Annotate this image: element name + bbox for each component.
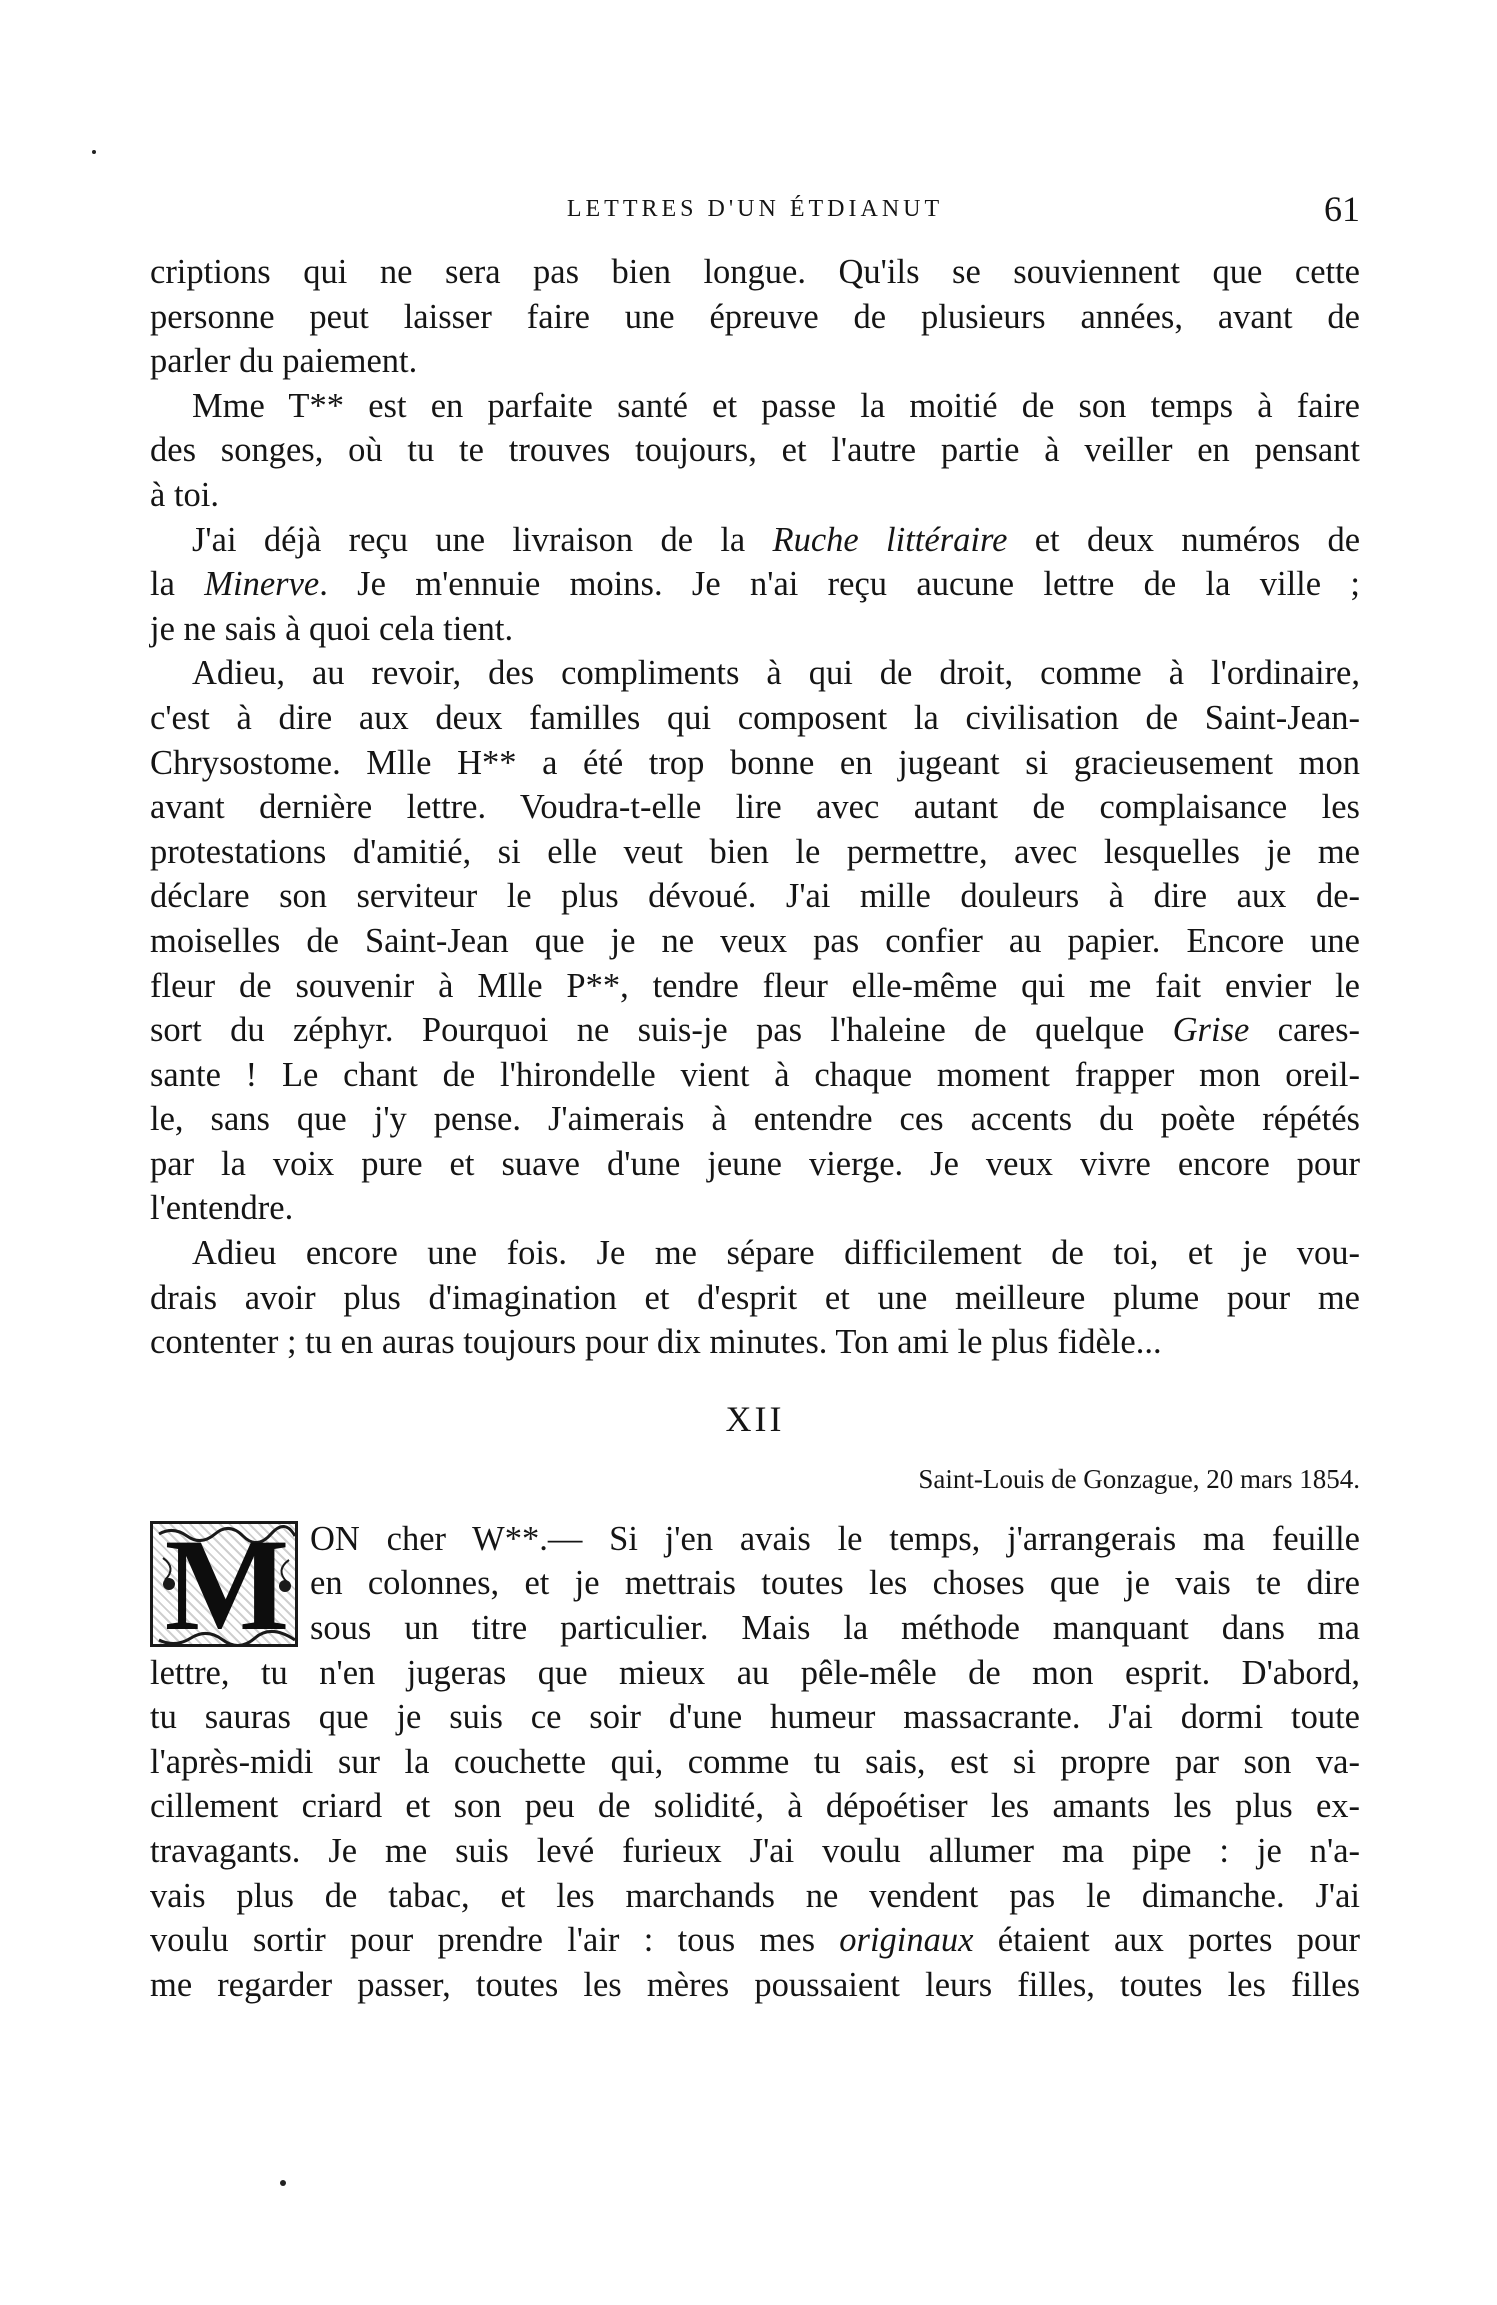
section-heading: XII — [725, 1398, 785, 1439]
italic-word: Grise — [1172, 1011, 1250, 1050]
running-head-title: LETTRES D'UN ÉTDIANUT — [566, 196, 944, 222]
body-text — [150, 250, 1360, 2007]
italic-title: Minerve — [204, 565, 320, 604]
text-line: sante ! Le chant de l'hirondelle vient à chaque moment frapper mon oreil- — [150, 1055, 1360, 1094]
text-line: lettre, tu n'en jugeras que mieux au pêle-mêle de mon esprit. D'abord, — [150, 1653, 1360, 1692]
text-line: sous un titre particulier. Mais la méthode manquant dans ma — [310, 1609, 1360, 1648]
text-line: moiselles de Saint-Jean que je ne veux pas confier au papier. Encore une — [150, 921, 1360, 960]
text-line: criptions qui ne sera pas bien longue. Qu'ils se souviennent que cette — [150, 253, 1360, 291]
italic-word: originaux — [839, 1921, 974, 1960]
text-run: étaient aux portes pour — [973, 1921, 1360, 1960]
text-run: voulu sortir pour prendre l'air : tous mes — [150, 1921, 840, 1960]
text-line: contenter ; tu en auras toujours pour dix minutes. Ton ami le plus fidèle... — [150, 1323, 1162, 1362]
text-line: avant dernière lettre. Voudra-t-elle lire avec autant de complaisance les — [150, 788, 1360, 827]
text-run: J'ai déjà reçu une livraison de la — [192, 520, 773, 559]
text-line: me regarder passer, toutes les mères poussaient leurs filles, toutes les filles — [150, 1965, 1360, 2004]
text-line — [150, 1008, 1360, 1053]
letter-dateline: Saint-Louis de Gonzague, 20 mars 1854. — [918, 1463, 1360, 1494]
text-line: c'est à dire aux deux familles qui composent la civilisation de Saint-Jean- — [150, 698, 1360, 737]
text-line: protestations d'amitié, si elle veut bien le permettre, avec lesquelles je me — [150, 832, 1360, 871]
text-line: par la voix pure et suave d'une jeune vierge. Je veux vivre encore pour — [150, 1144, 1360, 1183]
text-line: parler du paiement. — [150, 342, 418, 381]
text-line: ON cher W**.— Si j'en avais le temps, j'arrangerais ma feuille — [310, 1519, 1360, 1558]
ornamental-initial — [150, 1521, 298, 1647]
page-number: 61 — [1324, 189, 1360, 229]
page-speck — [280, 2180, 286, 2186]
text-line: cillement criard et son peu de solidité, à dépoétiser les amants les plus ex- — [150, 1787, 1360, 1826]
running-head — [150, 188, 1360, 232]
text-line: Chrysostome. Mlle H** a été trop bonne en jugeant si gracieusement mon — [150, 743, 1360, 782]
text-line: des songes, où tu te trouves toujours, et l'autre partie à veiller en pensant — [150, 431, 1360, 470]
text-line: déclare son serviteur le plus dévoué. J'ai mille douleurs à dire aux de- — [150, 877, 1360, 916]
text-line: Mme T** est en parfaite santé et passe la moitié de son temps à faire — [192, 386, 1360, 425]
text-line — [150, 1918, 1360, 1963]
text-run: cares- — [1249, 1011, 1361, 1050]
text-line: drais avoir plus d'imagination et d'esprit et une meilleure plume pour me — [150, 1278, 1360, 1317]
text-line: personne peut laisser faire une épreuve de plusieurs années, avant de — [150, 297, 1360, 336]
text-run: sort du zéphyr. Pourquoi ne suis-je pas l'haleine de quelque — [150, 1011, 1173, 1050]
paragraph — [150, 651, 1360, 1231]
paragraph — [150, 518, 1360, 652]
text-line: le, sans que j'y pense. J'aimerais à entendre ces accents du poète répétés — [150, 1100, 1360, 1139]
text-line: Adieu, au revoir, des compliments à qui de droit, comme à l'ordinaire, — [192, 654, 1360, 693]
text-run: la — [150, 565, 205, 604]
paragraph — [150, 250, 1360, 384]
page-speck — [92, 150, 96, 154]
text-line: tu sauras que je suis ce soir d'une humeur massacrante. J'ai dormi toute — [150, 1698, 1360, 1737]
text-line: l'après-midi sur la couchette qui, comme tu sais, est si propre par son va- — [150, 1742, 1360, 1781]
text-line: l'entendre. — [150, 1189, 294, 1228]
letter-opening — [150, 1517, 1360, 1651]
text-line: Adieu encore une fois. Je me sépare difficilement de toi, et je vou- — [192, 1234, 1360, 1273]
text-line: je ne sais à quoi cela tient. — [150, 609, 514, 648]
paragraph — [150, 1231, 1360, 1365]
text-line: fleur de souvenir à Mlle P**, tendre fleur elle-même qui me fait envier le — [150, 966, 1360, 1005]
text-line: en colonnes, et je mettrais toutes les choses que je vais te dire — [310, 1564, 1360, 1603]
paragraph — [150, 384, 1360, 518]
dropcap-letter: M — [164, 1520, 290, 1647]
text-run: et deux numéros de — [1007, 520, 1361, 559]
text-line: travagants. Je me suis levé furieux J'ai voulu allumer ma pipe : je n'a- — [150, 1832, 1360, 1870]
italic-title: Ruche littéraire — [772, 520, 1008, 559]
text-line — [150, 518, 1360, 563]
text-line: à toi. — [150, 475, 219, 514]
text-line — [150, 562, 1360, 607]
text-line: vais plus de tabac, et les marchands ne vendent pas le dimanche. J'ai — [150, 1876, 1360, 1915]
text-run: . Je m'ennuie moins. Je n'ai reçu aucune lettre de la ville ; — [319, 565, 1360, 604]
